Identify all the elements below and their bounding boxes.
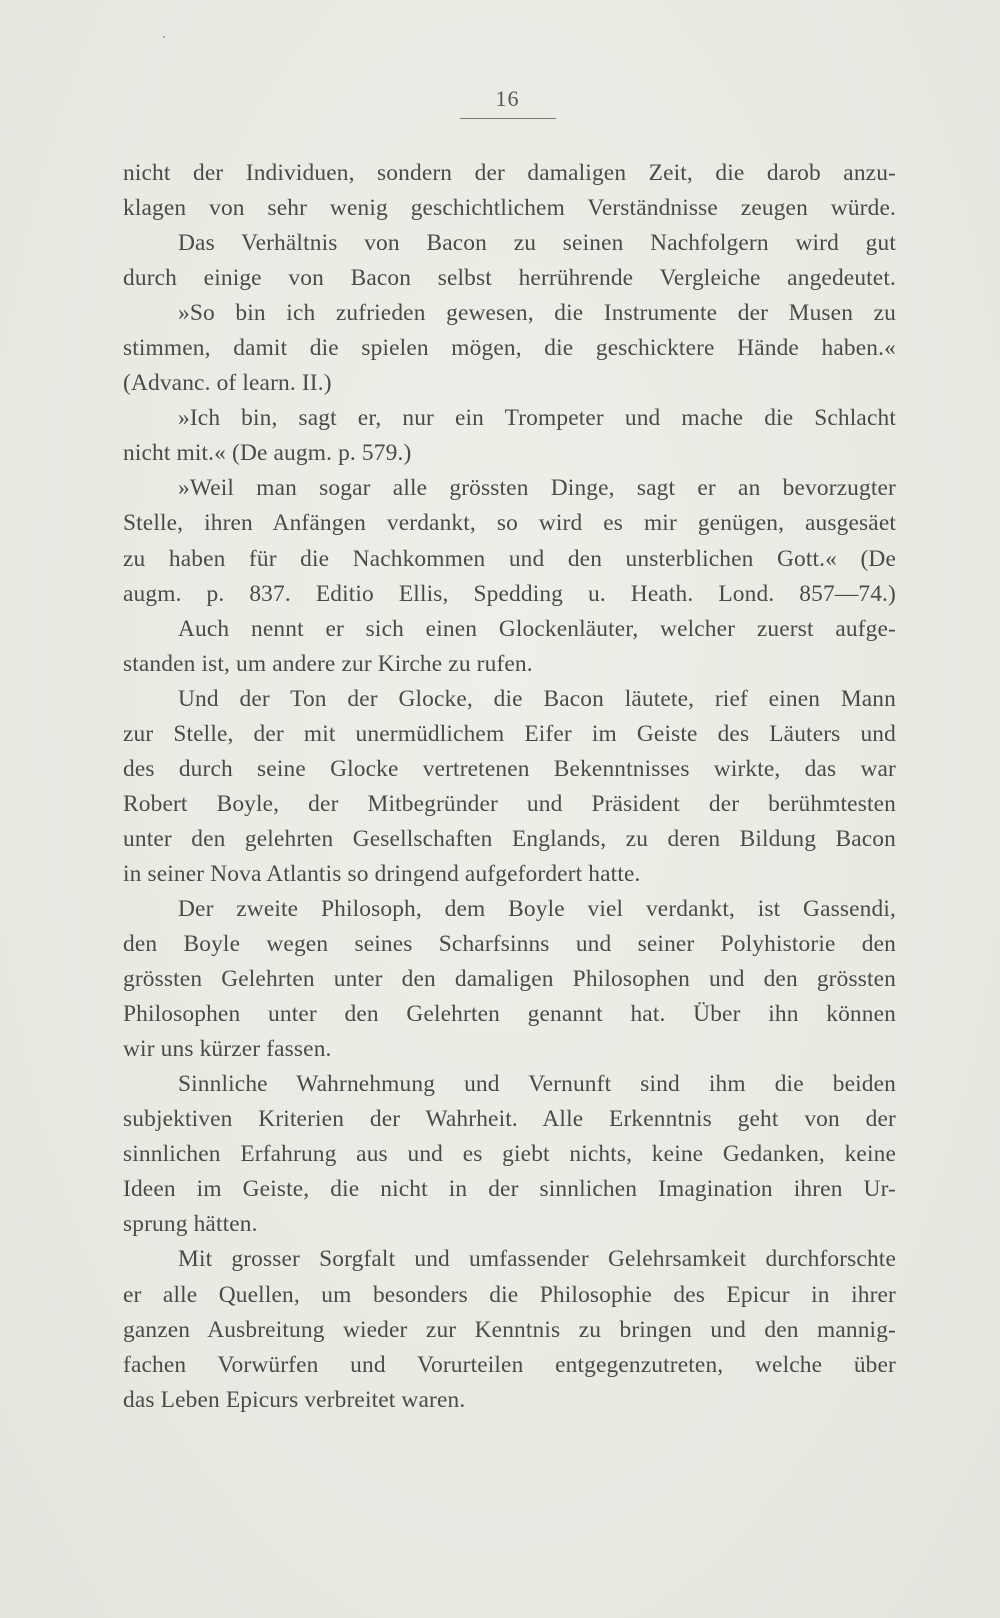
text-line: er alle Quellen, um besonders die Philosophie des Epicur in ihrer bbox=[123, 1281, 896, 1308]
text-line: den Boyle wegen seines Scharfsinns und seiner Polyhistorie den bbox=[123, 931, 896, 958]
text-line: in seiner Nova Atlantis so dringend aufgefordert hatte. bbox=[123, 860, 641, 887]
text-line: Ideen im Geiste, die nicht in der sinnlichen Imagination ihren Ur- bbox=[123, 1176, 896, 1203]
text-line: standen ist, um andere zur Kirche zu rufen. bbox=[123, 650, 533, 677]
body-text bbox=[123, 156, 896, 1418]
text-line: wir uns kürzer fassen. bbox=[123, 1036, 332, 1063]
text-line: Sinnliche Wahrnehmung und Vernunft sind ihm die beiden bbox=[178, 1071, 896, 1098]
text-line: nicht der Individuen, sondern der damaligen Zeit, die darob anzu- bbox=[123, 160, 896, 186]
text-line: Der zweite Philosoph, dem Boyle viel verdankt, ist Gassendi, bbox=[178, 895, 896, 922]
paper-speck bbox=[163, 36, 165, 38]
text-line: subjektiven Kriterien der Wahrheit. Alle Erkenntnis geht von der bbox=[123, 1106, 896, 1133]
text-line: (Advanc. of learn. II.) bbox=[123, 370, 332, 397]
text-line: unter den gelehrten Gesellschaften Englands, zu deren Bildung Bacon bbox=[123, 825, 896, 852]
text-line: stimmen, damit die spielen mögen, die geschicktere Hände haben.« bbox=[123, 335, 896, 362]
text-line: grössten Gelehrten unter den damaligen Philosophen und den grössten bbox=[123, 966, 896, 993]
text-line: Das Verhältnis von Bacon zu seinen Nachfolgern wird gut bbox=[178, 230, 896, 257]
text-line: »So bin ich zufrieden gewesen, die Instrumente der Musen zu bbox=[178, 300, 896, 327]
text-line: »Weil man sogar alle grössten Dinge, sagt er an bevorzugter bbox=[178, 475, 896, 502]
text-line: Stelle, ihren Anfängen verdankt, so wird es mir genügen, ausgesäet bbox=[123, 510, 896, 537]
text-line: »Ich bin, sagt er, nur ein Trompeter und mache die Schlacht bbox=[178, 405, 896, 432]
text-line: Auch nennt er sich einen Glockenläuter, welcher zuerst aufge- bbox=[178, 615, 896, 642]
page-number: 16 bbox=[495, 86, 520, 111]
page-number-rule bbox=[460, 118, 556, 119]
text-line: das Leben Epicurs verbreitet waren. bbox=[123, 1386, 466, 1413]
text-line: Robert Boyle, der Mitbegründer und Präsident der berühmtesten bbox=[123, 790, 896, 817]
text-line: Und der Ton der Glocke, die Bacon läutete, rief einen Mann bbox=[178, 685, 896, 712]
text-line: durch einige von Bacon selbst herrührende Vergleiche angedeutet. bbox=[123, 265, 896, 292]
text-line: ganzen Ausbreitung wieder zur Kenntnis zu bringen und den mannig- bbox=[123, 1316, 896, 1343]
text-line: augm. p. 837. Editio Ellis, Spedding u. Heath. Lond. 857—74.) bbox=[123, 580, 896, 607]
text-line: klagen von sehr wenig geschichtlichem Verständnisse zeugen würde. bbox=[123, 195, 896, 222]
text-line: zu haben für die Nachkommen und den unsterblichen Gott.« (De bbox=[123, 545, 896, 572]
text-line: nicht mit.« (De augm. p. 579.) bbox=[123, 440, 412, 467]
text-line: fachen Vorwürfen und Vorurteilen entgegenzutreten, welche über bbox=[123, 1351, 896, 1378]
text-line: des durch seine Glocke vertretenen Bekenntnisses wirkte, das war bbox=[123, 755, 896, 782]
text-line: Philosophen unter den Gelehrten genannt hat. Über ihn können bbox=[123, 1001, 896, 1028]
text-line: Mit grosser Sorgfalt und umfassender Gelehrsamkeit durchforschte bbox=[178, 1246, 896, 1273]
text-line: zur Stelle, der mit unermüdlichem Eifer im Geiste des Läuters und bbox=[123, 720, 896, 747]
text-line: sprung hätten. bbox=[123, 1211, 258, 1238]
text-line: sinnlichen Erfahrung aus und es giebt nichts, keine Gedanken, keine bbox=[123, 1141, 896, 1168]
